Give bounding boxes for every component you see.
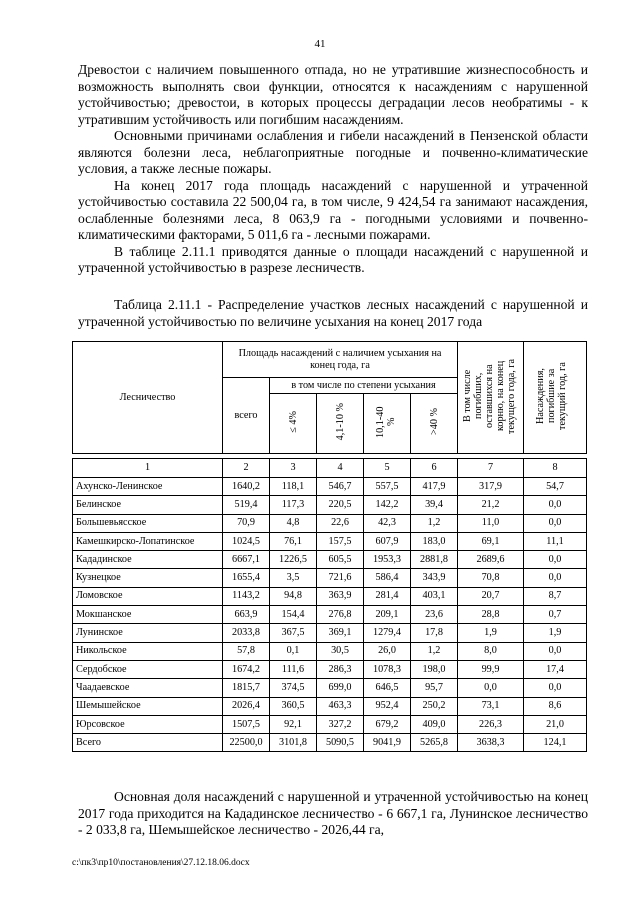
value-cell: 73,1 [458,697,524,715]
column-number: 7 [458,459,524,478]
value-cell: 607,9 [364,532,411,550]
value-cell: 20,7 [458,587,524,605]
table-row [73,514,587,532]
intro-text [78,62,588,277]
value-cell: 2881,8 [411,551,458,569]
value-cell: 95,7 [411,679,458,697]
value-cell: 663,9 [223,606,270,624]
value-cell: 1143,2 [223,587,270,605]
value-cell: 1279,4 [364,624,411,642]
table-row [73,496,587,514]
value-cell: 0,0 [524,569,587,587]
header-deg-2 [317,394,364,454]
paragraph: В таблице 2.11.1 приводятся данные о площади насаждений с нарушенной и утраченной устойчивостью в разрезе лесничеств. [78,243,588,275]
header-deg-2-label: 4,1-10 % [334,402,346,441]
value-cell: 21,2 [458,496,524,514]
value-cell: 70,8 [458,569,524,587]
forestry-name-cell: Кададинское [73,551,223,569]
column-number: 2 [223,459,270,478]
value-cell: 952,4 [364,697,411,715]
table-row [73,478,587,496]
value-cell: 22500,0 [223,734,270,752]
value-cell: 220,5 [317,496,364,514]
header-dead-standing-label: В том числе погибших, оставшихся на корню, на конец текущего года, га [461,357,517,434]
value-cell: 586,4 [364,569,411,587]
value-cell: 42,3 [364,514,411,532]
paragraph: Древостои с наличием повышенного отпада, но не утратившие жизнеспособность и возможность выполнять свои функции, относятся к насаждениям с нарушенной устойчивостью; древостои, в которых процессы деградации лесов необратимы - к утратившим устойчивость или погибшим насаждениям. [78,62,588,127]
table-row [73,679,587,697]
value-cell: 154,4 [270,606,317,624]
value-cell: 0,0 [524,642,587,660]
value-cell: 463,3 [317,697,364,715]
value-cell: 118,1 [270,478,317,496]
header-degree-group: в том числе по степени усыхания [270,378,458,394]
value-cell: 8,7 [524,587,587,605]
value-cell: 1507,5 [223,715,270,733]
table-caption: Таблица 2.11.1 - Распределение участков лесных насаждений с нарушенной и утраченной устойчивостью по величине усыхания на конец 2017 года [78,297,588,329]
header-dead-current-label: Насаждения, погибшие за текущий год, га [535,361,568,430]
value-cell: 4,8 [270,514,317,532]
forestry-name-cell: Юрсовское [73,715,223,733]
value-cell: 0,0 [458,679,524,697]
value-cell: 198,0 [411,660,458,678]
value-cell: 605,5 [317,551,364,569]
value-cell: 679,2 [364,715,411,733]
column-number: 6 [411,459,458,478]
column-number: 5 [364,459,411,478]
forestry-name-cell: Большевьясское [73,514,223,532]
paragraph: Основная доля насаждений с нарушенной и утраченной устойчивостью на конец 2017 года приходится на Кададинское лесничество - 6 667,1 га, Лунинское лесничество - 2 033,8 га, Шемышейское лесничество - 2026,44 га, [78,789,588,837]
header-dead-standing [458,342,524,454]
column-number: 8 [524,459,587,478]
value-cell: 363,9 [317,587,364,605]
value-cell: 1,2 [411,514,458,532]
value-cell: 546,7 [317,478,364,496]
forestry-name-cell: Кузнецкое [73,569,223,587]
value-cell: 21,0 [524,715,587,733]
value-cell: 226,3 [458,715,524,733]
value-cell: 30,5 [317,642,364,660]
value-cell: 0,0 [524,514,587,532]
forestry-name-cell: Ахунско-Ленинское [73,478,223,496]
value-cell: 2026,4 [223,697,270,715]
column-number: 1 [73,459,223,478]
header-deg-3 [364,394,411,454]
forestry-name-cell: Сердобское [73,660,223,678]
value-cell: 0,0 [524,679,587,697]
value-cell: 5265,8 [411,734,458,752]
table-row [73,587,587,605]
header-deg-4 [411,394,458,454]
table-body [73,478,587,752]
value-cell: 1078,3 [364,660,411,678]
header-total: всего [223,378,270,454]
value-cell: 417,9 [411,478,458,496]
value-cell: 5090,5 [317,734,364,752]
value-cell: 646,5 [364,679,411,697]
forestry-name-cell: Мокшанское [73,606,223,624]
table-row [73,715,587,733]
value-cell: 3101,8 [270,734,317,752]
column-number: 3 [270,459,317,478]
table-row [73,532,587,550]
forestry-name-cell: Камешкирско-Лопатинское [73,532,223,550]
value-cell: 1640,2 [223,478,270,496]
value-cell: 11,1 [524,532,587,550]
value-cell: 369,1 [317,624,364,642]
value-cell: 54,7 [524,478,587,496]
table-row [73,624,587,642]
paragraph: На конец 2017 года площадь насаждений с нарушенной и утраченной устойчивостью составила 22 500,04 га, в том числе, 9 424,54 га занимают насаждения, ослабленные болезнями леса, 8 063,9 га - погодными условиями и почвенно-климатическими факторами, 5 011,6 га - лесными пожарами. [78,177,588,242]
value-cell: 117,3 [270,496,317,514]
closing-text [78,789,588,839]
header-area-group: Площадь насаждений с наличием усыхания на конец года, га [223,342,458,378]
table-row [73,734,587,752]
value-cell: 76,1 [270,532,317,550]
page-number: 41 [314,38,326,50]
forestry-name-cell: Ломовское [73,587,223,605]
value-cell: 317,9 [458,478,524,496]
forestry-name-cell: Белинское [73,496,223,514]
value-cell: 367,5 [270,624,317,642]
column-number-row [73,459,587,478]
value-cell: 0,1 [270,642,317,660]
value-cell: 124,1 [524,734,587,752]
value-cell: 1655,4 [223,569,270,587]
value-cell: 2033,8 [223,624,270,642]
value-cell: 11,0 [458,514,524,532]
value-cell: 0,7 [524,606,587,624]
header-forestry: Лесничество [73,342,223,454]
file-path: c:\пк3\пр10\постановления\27.12.18.06.docx [72,858,250,868]
value-cell: 22,6 [317,514,364,532]
value-cell: 519,4 [223,496,270,514]
value-cell: 360,5 [270,697,317,715]
value-cell: 8,6 [524,697,587,715]
value-cell: 183,0 [411,532,458,550]
paragraph: Основными причинами ослабления и гибели насаждений в Пензенской области являются болезни леса, неблагоприятные погодные и почвенно-климатические условия, а также лесные пожары. [78,128,588,176]
forestry-name-cell: Никольское [73,642,223,660]
value-cell: 327,2 [317,715,364,733]
value-cell: 17,4 [524,660,587,678]
table-row [73,660,587,678]
value-cell: 250,2 [411,697,458,715]
value-cell: 286,3 [317,660,364,678]
value-cell: 1674,2 [223,660,270,678]
value-cell: 1,2 [411,642,458,660]
column-number: 4 [317,459,364,478]
data-table [72,341,587,752]
value-cell: 23,6 [411,606,458,624]
forestry-name-cell: Лунинское [73,624,223,642]
value-cell: 142,2 [364,496,411,514]
value-cell: 1953,3 [364,551,411,569]
table-row [73,697,587,715]
value-cell: 3638,3 [458,734,524,752]
value-cell: 1,9 [458,624,524,642]
value-cell: 157,5 [317,532,364,550]
value-cell: 409,0 [411,715,458,733]
value-cell: 69,1 [458,532,524,550]
table-row [73,551,587,569]
value-cell: 0,0 [524,551,587,569]
value-cell: 1,9 [524,624,587,642]
table-row [73,606,587,624]
value-cell: 0,0 [524,496,587,514]
value-cell: 403,1 [411,587,458,605]
table-row [73,569,587,587]
header-deg-1 [270,394,317,454]
value-cell: 1815,7 [223,679,270,697]
value-cell: 557,5 [364,478,411,496]
header-deg-4-label: >40 % [428,408,440,435]
value-cell: 94,8 [270,587,317,605]
value-cell: 99,9 [458,660,524,678]
value-cell: 92,1 [270,715,317,733]
forestry-name-cell: Чаадаевское [73,679,223,697]
header-deg-1-label: ≤ 4% [287,410,299,433]
value-cell: 9041,9 [364,734,411,752]
value-cell: 6667,1 [223,551,270,569]
value-cell: 8,0 [458,642,524,660]
value-cell: 3,5 [270,569,317,587]
value-cell: 70,9 [223,514,270,532]
value-cell: 343,9 [411,569,458,587]
forestry-name-cell: Всего [73,734,223,752]
value-cell: 2689,6 [458,551,524,569]
value-cell: 26,0 [364,642,411,660]
value-cell: 699,0 [317,679,364,697]
header-deg-3-label: 10,1-40 % [375,405,397,438]
value-cell: 17,8 [411,624,458,642]
value-cell: 276,8 [317,606,364,624]
value-cell: 281,4 [364,587,411,605]
value-cell: 374,5 [270,679,317,697]
value-cell: 1024,5 [223,532,270,550]
value-cell: 39,4 [411,496,458,514]
value-cell: 111,6 [270,660,317,678]
value-cell: 28,8 [458,606,524,624]
value-cell: 721,6 [317,569,364,587]
value-cell: 1226,5 [270,551,317,569]
value-cell: 209,1 [364,606,411,624]
table-row [73,642,587,660]
value-cell: 57,8 [223,642,270,660]
header-dead-current [524,342,587,454]
forestry-name-cell: Шемышейское [73,697,223,715]
